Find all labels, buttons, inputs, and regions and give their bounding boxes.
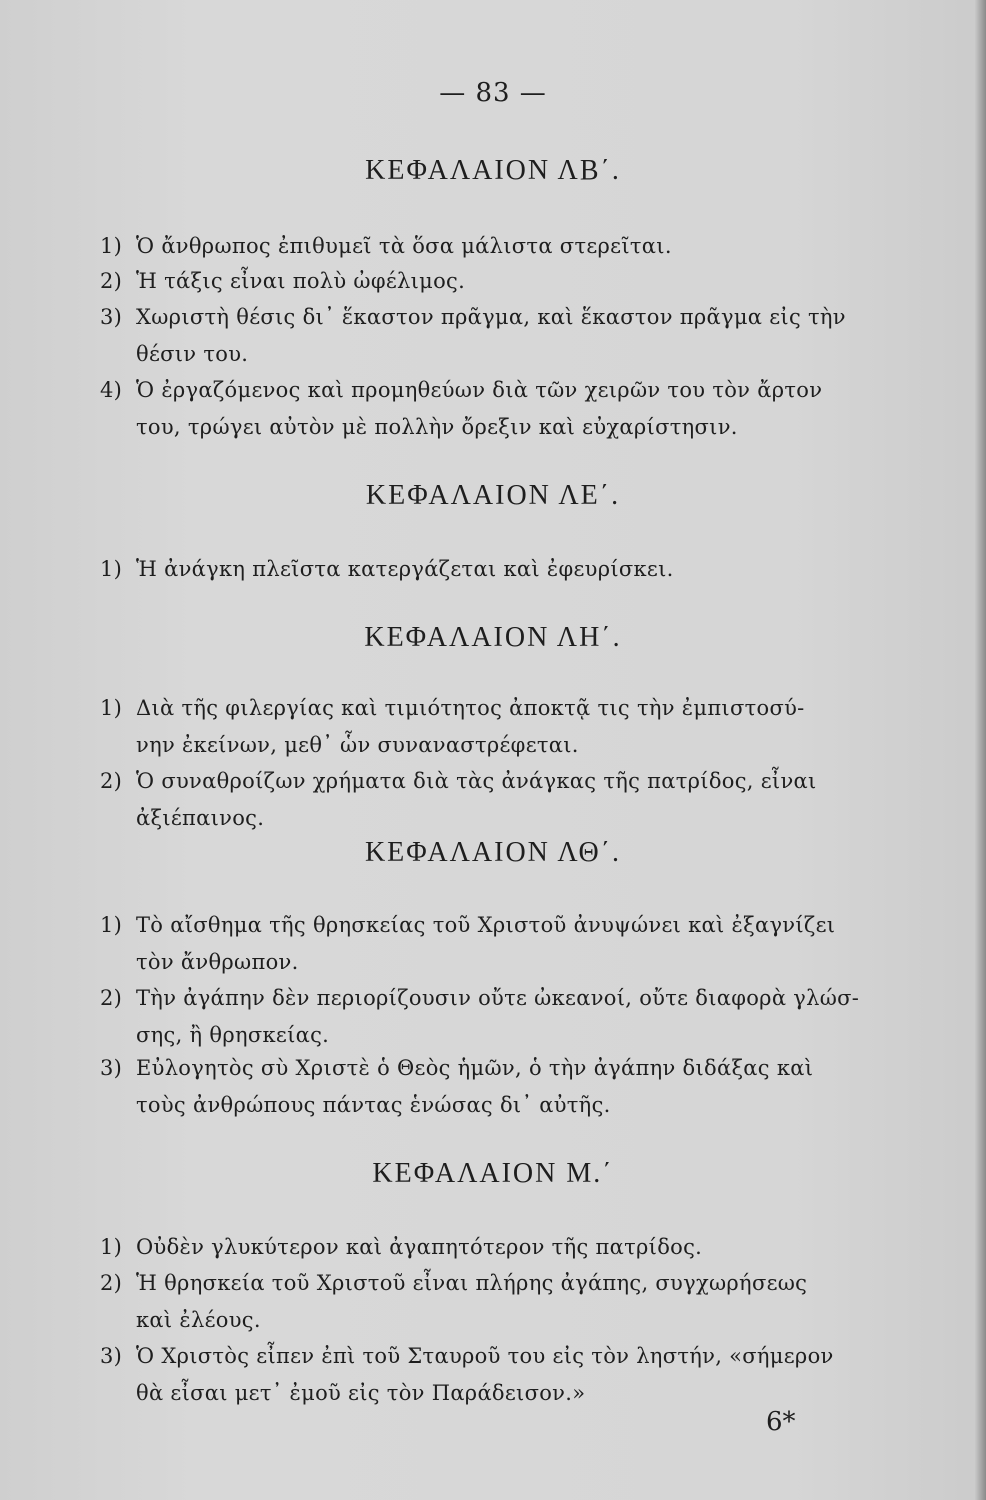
page-number: — 83 — <box>439 78 547 108</box>
list-item: 1) Οὐδὲν γλυκύτερον καὶ ἀγαπητότερον τῆς πατρίδος. <box>100 1235 703 1259</box>
chapter-title-le: ΚΕΦΑΛΑΙΟΝ ΛΕ΄. <box>365 480 621 511</box>
page-edge-shadow <box>974 0 986 1500</box>
list-item: 3) Εὐλογητὸς σὺ Χριστὲ ὁ Θεὸς ἡμῶν, ὁ τὴν ἀγάπην διδάξας καὶ τοὺς ἀνθρώπους πάντας ἑνώσας δι᾽ αὐτῆς. <box>100 1056 814 1117</box>
list-item: 3) Χωριστὴ θέσις δι᾽ ἕκαστον πρᾶγμα, καὶ ἕκαστον πρᾶγμα εἰς τὴν θέσιν του. <box>100 305 846 366</box>
list-item: 1) Τὸ αἴσθημα τῆς θρησκείας τοῦ Χριστοῦ ἀνυψώνει καὶ ἐξαγνίζει τὸν ἄνθρωπον. <box>100 913 836 974</box>
list-item: 3) Ὁ Χριστὸς εἶπεν ἐπὶ τοῦ Σταυροῦ του εἰς τὸν ληστήν, «σήμερον θὰ εἶσαι μετ᾽ ἐμοῦ εἰς τὸν Παράδεισον.» <box>100 1344 834 1405</box>
list-item: 2) Ἡ τάξις εἶναι πολὺ ὠφέλιμος. <box>100 269 466 293</box>
list-item: 2) Ἡ θρησκεία τοῦ Χριστοῦ εἶναι πλήρης ἀγάπης, συγχωρήσεως καὶ ἐλέους. <box>100 1271 808 1332</box>
signature-mark: 6* <box>766 1407 796 1437</box>
list-item: 4) Ὁ ἐργαζόμενος καὶ προμηθεύων διὰ τῶν χειρῶν του τὸν ἄρτον του, τρώγει αὐτὸν μὲ πολλὴν ὄρεξιν καὶ εὐχαρίστησιν. <box>100 378 823 439</box>
chapter-title-lb: ΚΕΦΑΛΑΙΟΝ ΛΒ΄. <box>365 155 621 186</box>
chapter-title-m: ΚΕΦΑΛΑΙΟΝ Μ.΄ <box>372 1158 614 1189</box>
list-item: 2) Ὁ συναθροίζων χρήματα διὰ τὰς ἀνάγκας τῆς πατρίδος, εἶναι ἀξιέπαινος. <box>100 769 817 830</box>
list-item: 2) Τὴν ἀγάπην δὲν περιορίζουσιν οὔτε ὠκεανοί, οὔτε διαφορὰ γλώσ- σης, ἢ θρησκείας. <box>100 986 860 1047</box>
list-item: 1) Ὁ ἄνθρωπος ἐπιθυμεῖ τὰ ὅσα μάλιστα στερεῖται. <box>100 234 672 258</box>
list-item: 1) Ἡ ἀνάγκη πλεῖστα κατεργάζεται καὶ ἐφευρίσκει. <box>100 557 674 581</box>
chapter-title-lth: ΚΕΦΑΛΑΙΟΝ ΛΘ΄. <box>364 837 622 868</box>
list-item: 1) Διὰ τῆς φιλεργίας καὶ τιμιότητος ἀποκτᾷ τις τὴν ἐμπιστοσύ- νην ἐκείνων, μεθ᾽ ὧν συναναστρέφεται. <box>100 696 805 757</box>
chapter-title-lh: ΚΕΦΑΛΑΙΟΝ ΛΗ΄. <box>364 622 622 653</box>
